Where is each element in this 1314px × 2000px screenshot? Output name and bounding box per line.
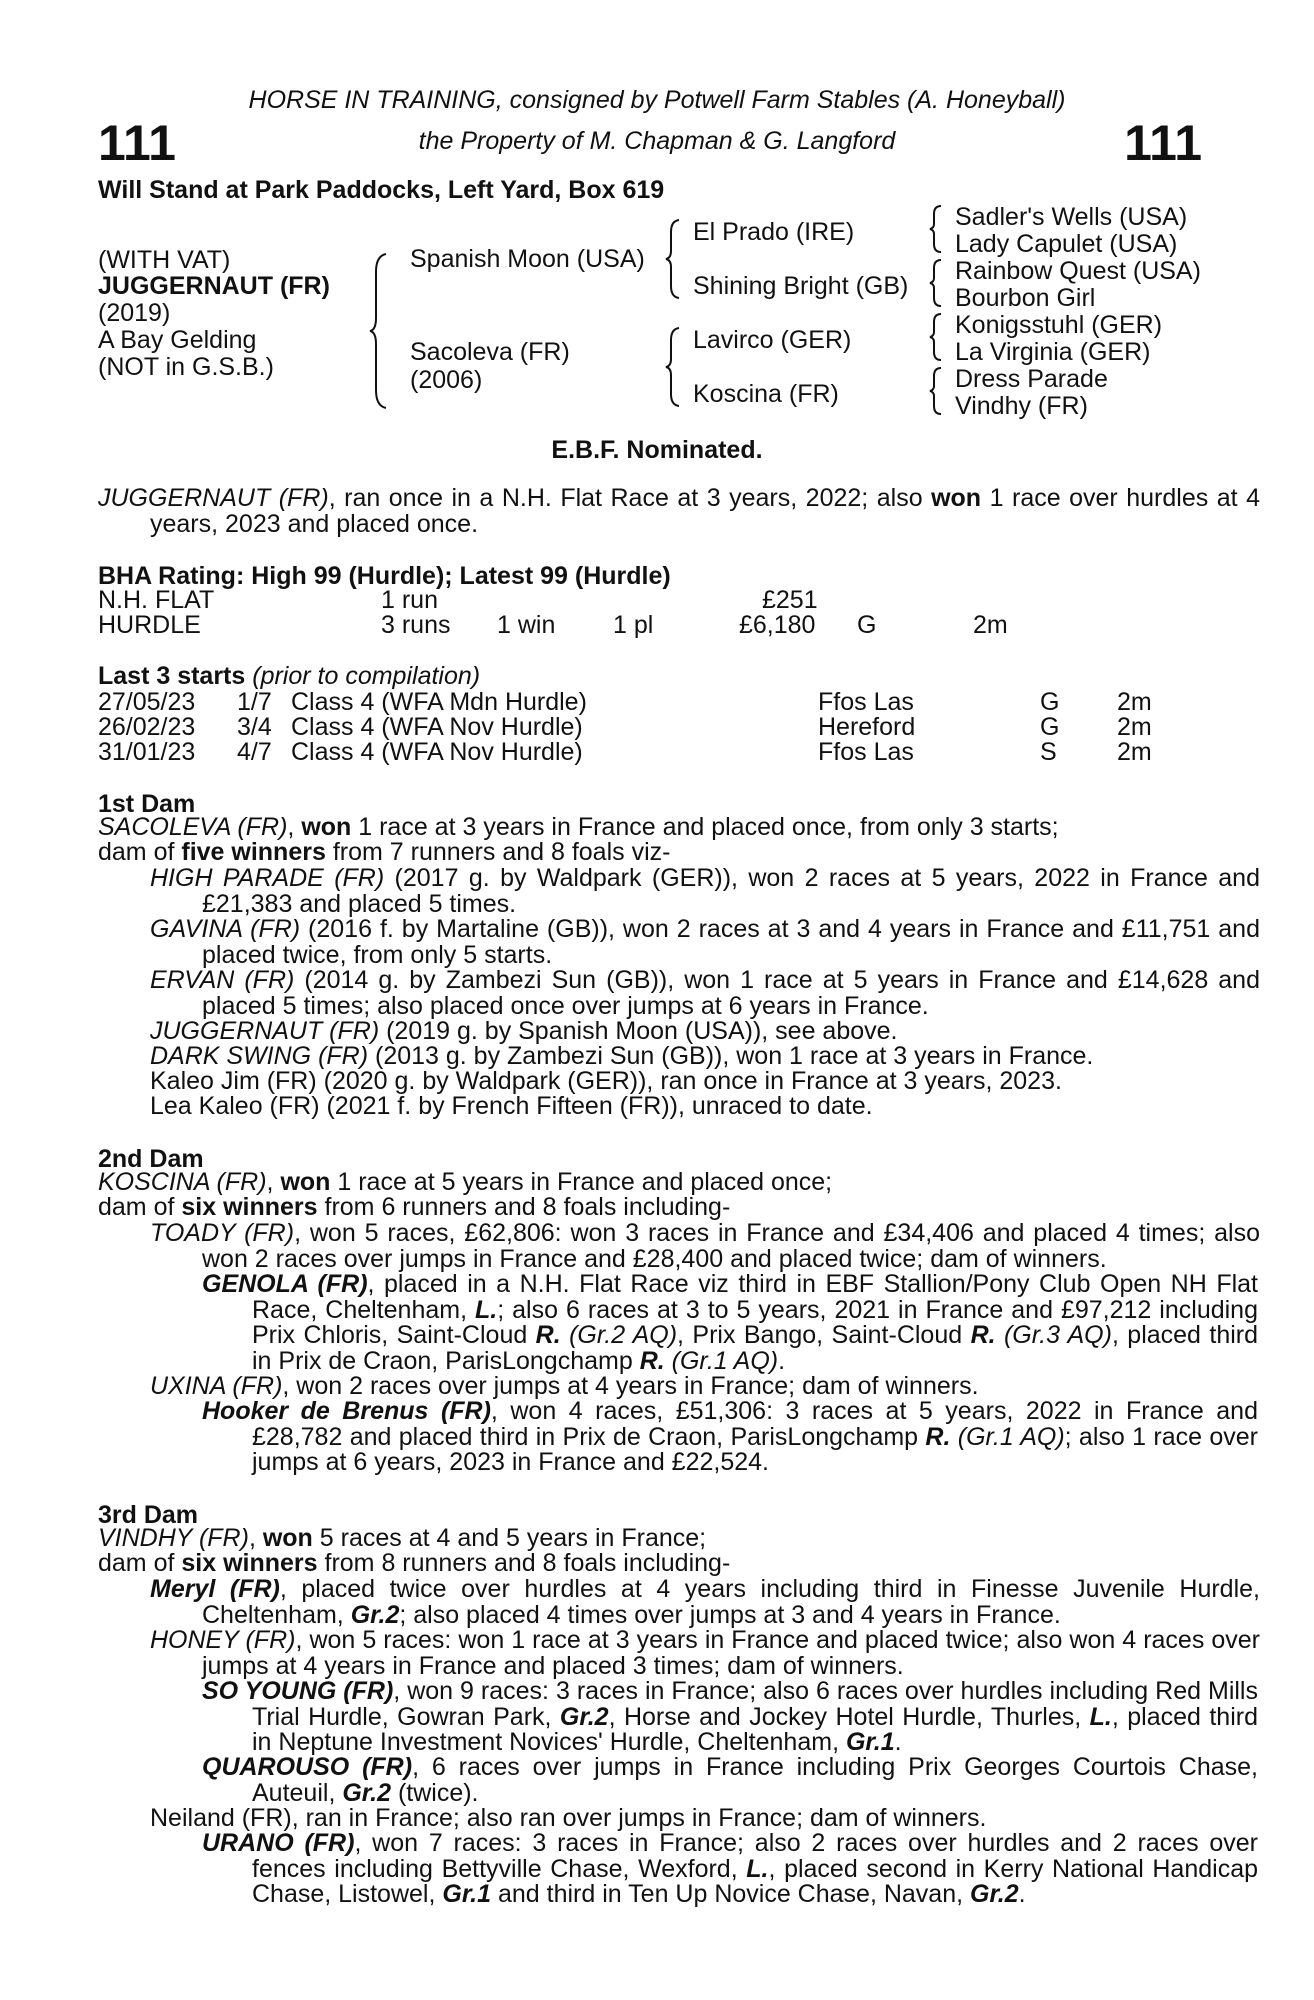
third-dam-heading: 3rd Dam	[98, 1501, 199, 1529]
first-dam-line: SACOLEVA (FR), won 1 race at 3 years in France and placed once, from only 3 starts;	[98, 813, 1059, 841]
produce-entry: QUAROUSO (FR), 6 races over jumps in France including Prix Georges Courtois Chase, Auteuil, Gr.2 (twice).	[202, 1753, 1258, 1807]
produce-entry: SO YOUNG (FR), won 9 races: 3 races in France; also 6 races over hurdles including Red Mills Trial Hurdle, Gowran Park, Gr.2, Horse and Jockey Hotel Hurdle, Thurles, L., placed third in Neptune Investment Novices' Hurdle, Cheltenham, Gr.1.	[202, 1677, 1258, 1756]
start-course: Ffos Las	[818, 738, 914, 766]
pedigree-dam: Sacoleva (FR)	[410, 338, 570, 366]
lot-number-right: 111	[1124, 115, 1202, 171]
consignor-line: HORSE IN TRAINING, consigned by Potwell Farm Stables (A. Honeyball)	[248, 86, 1066, 114]
first-dam-produce-line: dam of five winners from 7 runners and 8 foals viz-	[98, 838, 671, 866]
bha-rating-heading: BHA Rating: High 99 (Hurdle); Latest 99 (Hurdle)	[98, 562, 671, 590]
produce-entry: Kaleo Jim (FR) (2020 g. by Waldpark (GER)), ran once in France at 3 years, 2023.	[150, 1067, 1062, 1095]
produce-entry: UXINA (FR), won 2 races over jumps at 4 years in France; dam of winners.	[150, 1372, 979, 1400]
produce-entry: GENOLA (FR), placed in a N.H. Flat Race viz third in EBF Stallion/Pony Club Open NH Flat Race, Cheltenham, L.; also 6 races at 3 to 5 years, 2021 in France and £97,212 including Prix Chloris, Saint-Cloud R. (Gr.2 AQ), Prix Bango, Saint-Cloud R. (Gr.3 AQ), placed third in Prix de Craon, ParisLongchamp R. (Gr.1 AQ).	[202, 1270, 1259, 1375]
lot-number-left: 111	[98, 115, 176, 171]
pedigree-g7: Dress Parade	[955, 365, 1108, 393]
property-line: the Property of M. Chapman & G. Langford	[418, 127, 896, 155]
produce-entry: Hooker de Brenus (FR), won 4 races, £51,306: 3 races at 5 years, 2022 in France and £28,782 and placed third in Prix de Craon, ParisLongchamp R. (Gr.1 AQ); also 1 race over jumps at 6 years, 2023 in France and £22,524.	[202, 1397, 1258, 1476]
bha-row-type: N.H. FLAT	[98, 586, 215, 614]
pedigree-g8: Vindhy (FR)	[955, 392, 1088, 420]
start-date: 26/02/23	[98, 713, 196, 741]
produce-entry: TOADY (FR), won 5 races, £62,806: won 3 races in France and £34,406 and placed 4 times; also won 2 races over jumps in France and £28,400 and placed twice; dam of winners.	[150, 1219, 1260, 1273]
pedigree-g6: La Virginia (GER)	[955, 338, 1151, 366]
pedigree-g2: Lady Capulet (USA)	[955, 230, 1178, 258]
second-dam-produce-line: dam of six winners from 6 runners and 8 foals including-	[98, 1193, 731, 1221]
stand-line: Will Stand at Park Paddocks, Left Yard, Box 619	[98, 176, 665, 204]
vat-note: (WITH VAT)	[98, 246, 231, 274]
start-course: Ffos Las	[818, 688, 914, 716]
last-starts-heading: Last 3 starts (prior to compilation)	[98, 662, 481, 690]
pedigree-sire-dam: Shining Bright (GB)	[693, 272, 909, 300]
pedigree-brace-g4	[928, 366, 944, 416]
bha-row-money: £251	[762, 586, 818, 614]
produce-entry: URANO (FR), won 7 races: 3 races in France; also 2 races over hurdles and 2 races over fences including Bettyville Chase, Wexford, L., placed second in Kerry National Handicap Chase, Listowel, Gr.1 and third in Ten Up Novice Chase, Navan, Gr.2.	[202, 1829, 1259, 1908]
produce-entry: Lea Kaleo (FR) (2021 f. by French Fifteen (FR)), unraced to date.	[150, 1092, 873, 1120]
start-distance: 2m	[1117, 713, 1152, 741]
start-going: G	[1040, 713, 1060, 741]
produce-entry: ERVAN (FR) (2014 g. by Zambezi Sun (GB)), won 1 race at 5 years in France and £14,628 and placed 5 times; also placed once over jumps at 6 years in France.	[150, 966, 1260, 1020]
pedigree-sire-sire: El Prado (IRE)	[693, 218, 855, 246]
race-summary: JUGGERNAUT (FR), ran once in a N.H. Flat Race at 3 years, 2022; also won 1 race over hurdles at 4 years, 2023 and placed once.	[98, 484, 1260, 538]
produce-entry: Meryl (FR), placed twice over hurdles at 4 years including third in Finesse Juvenile Hurdle, Cheltenham, Gr.2; also placed 4 times over jumps at 3 and 4 years in France.	[150, 1575, 1260, 1629]
horse-name: JUGGERNAUT (FR)	[98, 272, 330, 300]
start-course: Hereford	[818, 713, 916, 741]
first-dam-heading: 1st Dam	[98, 790, 196, 818]
produce-entry: GAVINA (FR) (2016 f. by Martaline (GB)), won 2 races at 3 and 4 years in France and £11,751 and placed twice, from only 5 starts.	[150, 915, 1260, 969]
pedigree-brace-g1	[928, 204, 944, 254]
start-going: G	[1040, 688, 1060, 716]
pedigree-dam-dam: Koscina (FR)	[693, 380, 839, 408]
bha-row-runs: 3 runs	[381, 611, 451, 639]
produce-entry: DARK SWING (FR) (2013 g. by Zambezi Sun (GB)), won 1 race at 3 years in France.	[150, 1042, 1094, 1070]
bha-row-placed: 1 pl	[613, 611, 654, 639]
pedigree-dam-year: (2006)	[410, 366, 483, 394]
start-date: 31/01/23	[98, 738, 196, 766]
pedigree-brace-main	[368, 252, 390, 410]
bha-row-going: G	[857, 611, 877, 639]
produce-entry: HIGH PARADE (FR) (2017 g. by Waldpark (GER)), won 2 races at 5 years, 2022 in France and £21,383 and placed 5 times.	[150, 864, 1260, 918]
ebf-nominated: E.B.F. Nominated.	[551, 436, 763, 464]
start-race: Class 4 (WFA Nov Hurdle)	[291, 738, 583, 766]
second-dam-heading: 2nd Dam	[98, 1145, 204, 1173]
bha-row-wins: 1 win	[497, 611, 556, 639]
pedigree-dam-sire: Lavirco (GER)	[693, 326, 852, 354]
start-race: Class 4 (WFA Mdn Hurdle)	[291, 688, 587, 716]
summary-horse-name: JUGGERNAUT (FR)	[98, 484, 329, 512]
pedigree-brace-g2	[928, 258, 944, 308]
gsb-note: (NOT in G.S.B.)	[98, 353, 274, 381]
pedigree-g1: Sadler's Wells (USA)	[955, 203, 1188, 231]
start-distance: 2m	[1117, 688, 1152, 716]
pedigree-sire: Spanish Moon (USA)	[410, 245, 645, 273]
second-dam-line: KOSCINA (FR), won 1 race at 5 years in France and placed once;	[98, 1168, 833, 1196]
bha-row-runs: 1 run	[381, 586, 438, 614]
horse-year: (2019)	[98, 299, 171, 327]
start-position: 3/4	[237, 713, 272, 741]
bha-row-type: HURDLE	[98, 611, 201, 639]
bha-row-distance: 2m	[973, 611, 1008, 639]
pedigree-brace-dam	[664, 326, 682, 408]
horse-description: A Bay Gelding	[98, 326, 257, 354]
pedigree-g4: Bourbon Girl	[955, 284, 1096, 312]
pedigree-g3: Rainbow Quest (USA)	[955, 257, 1201, 285]
start-position: 1/7	[237, 688, 272, 716]
third-dam-line: VINDHY (FR), won 5 races at 4 and 5 years in France;	[98, 1524, 707, 1552]
produce-entry: Neiland (FR), ran in France; also ran over jumps in France; dam of winners.	[150, 1804, 987, 1832]
start-race: Class 4 (WFA Nov Hurdle)	[291, 713, 583, 741]
start-distance: 2m	[1117, 738, 1152, 766]
start-position: 4/7	[237, 738, 272, 766]
start-date: 27/05/23	[98, 688, 196, 716]
third-dam-produce-line: dam of six winners from 8 runners and 8 foals including-	[98, 1549, 731, 1577]
pedigree-g5: Konigsstuhl (GER)	[955, 311, 1163, 339]
pedigree-brace-g3	[928, 312, 944, 362]
produce-entry: HONEY (FR), won 5 races: won 1 race at 3 years in France and placed twice; also won 4 races over jumps at 4 years in France and placed 3 times; dam of winners.	[150, 1626, 1261, 1680]
produce-entry: JUGGERNAUT (FR) (2019 g. by Spanish Moon (USA)), see above.	[150, 1017, 898, 1045]
bha-row-money: £6,180	[739, 611, 816, 639]
start-going: S	[1040, 738, 1057, 766]
pedigree-brace-sire	[664, 218, 682, 300]
